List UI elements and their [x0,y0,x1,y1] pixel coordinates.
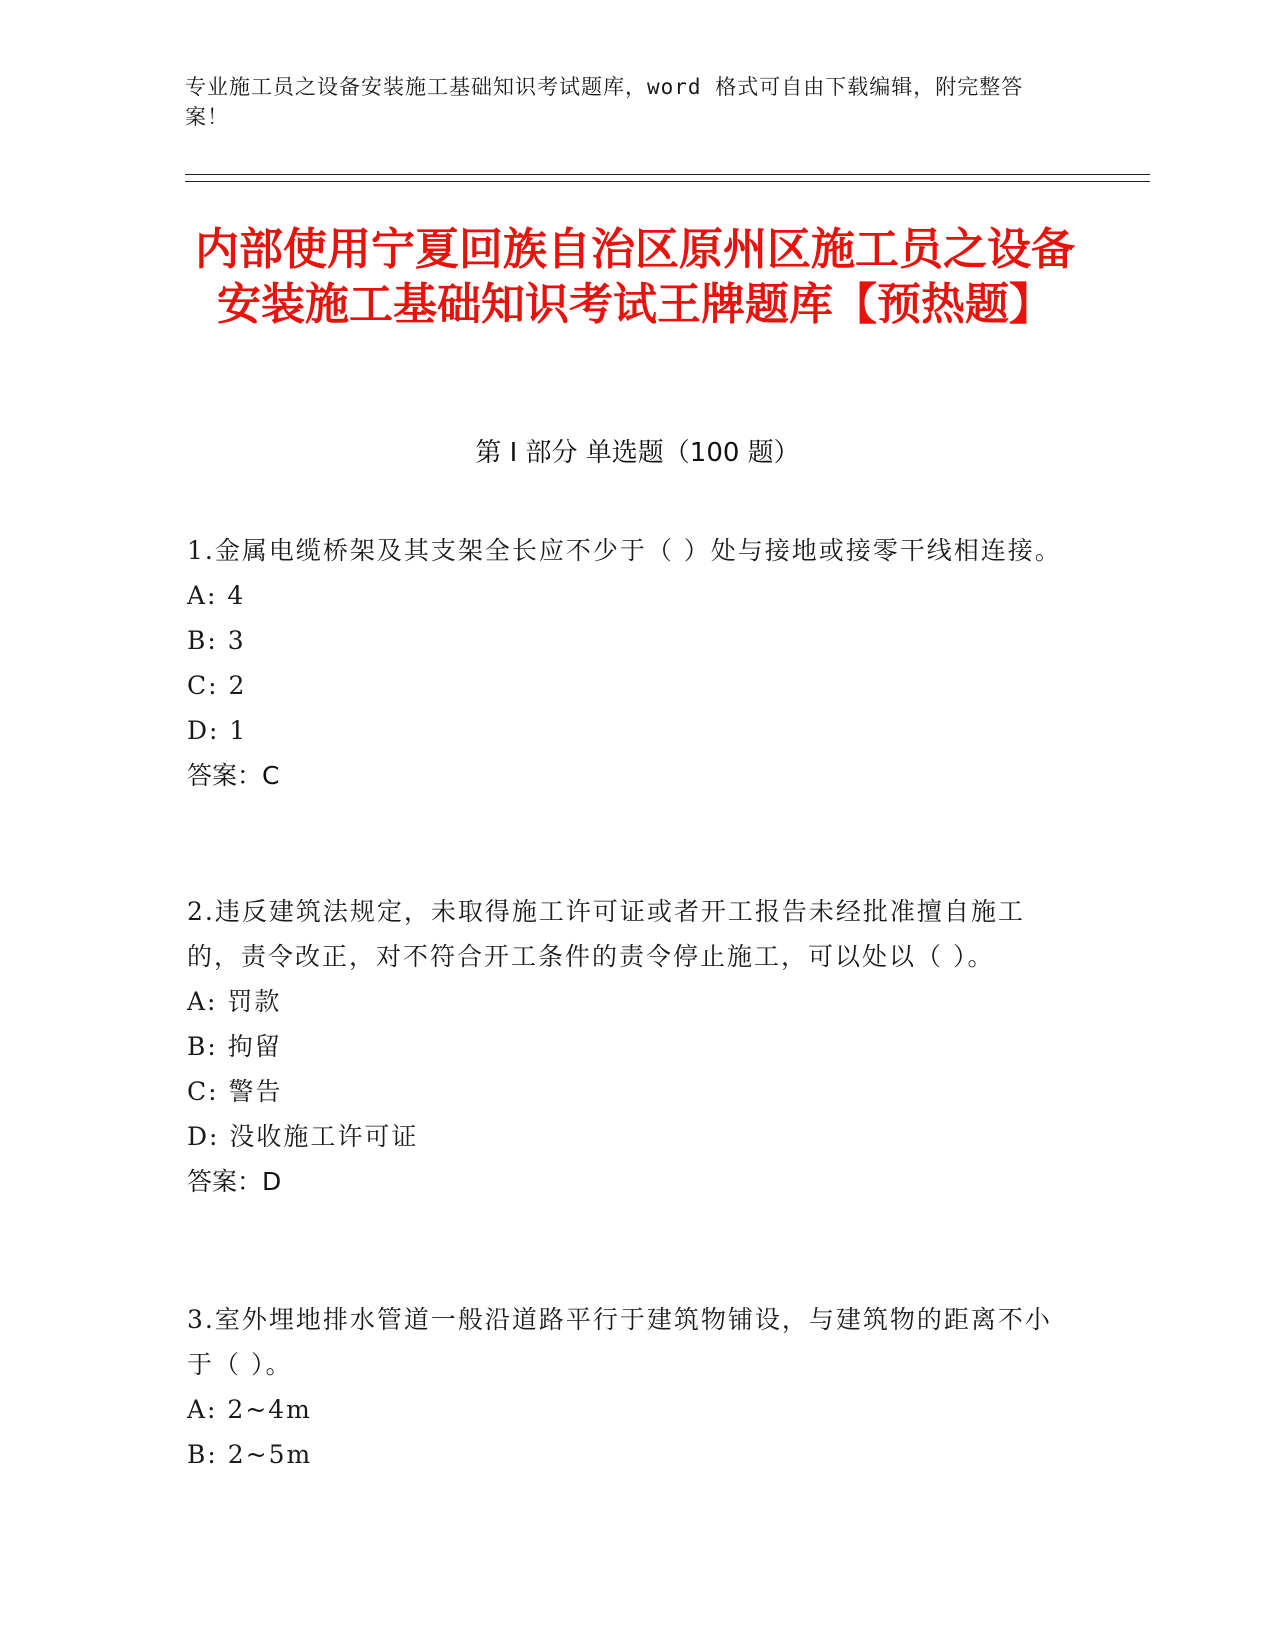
question-2 [187,889,1067,1204]
section-heading: 第 I 部分 单选题（100 题） [475,438,800,468]
option-a: A: 2~4m [187,1395,312,1424]
question-stem: 1.金属电缆桥架及其支架全长应不少于（ ）处与接地或接零干线相连接。 [187,536,1062,565]
option-a: A: 罚款 [187,987,282,1016]
document-title: 内部使用宁夏回族自治区原州区施工员之设备安装施工基础知识考试王牌题库【预热题】 [195,224,1075,330]
answer: 答案：D [187,1167,282,1196]
question-1 [187,528,1067,798]
header-note: 专业施工员之设备安装施工基础知识考试题库，word 格式可自由下载编辑，附完整答案！ [185,75,1024,129]
question-stem: 2.违反建筑法规定，未取得施工许可证或者开工报告未经批准擅自施工的，责令改正，对不符合开工条件的责令停止施工，可以处以（ ）。 [187,897,1025,971]
header-divider-top [185,174,1150,175]
option-c: C: 警告 [187,1077,283,1106]
question-stem: 3.室外埋地排水管道一般沿道路平行于建筑物铺设，与建筑物的距离不小于（ ）。 [187,1305,1052,1379]
question-3 [187,1297,1067,1477]
option-d: D: 1 [187,716,248,745]
answer: 答案：C [187,761,280,790]
header-divider-bottom [185,181,1150,182]
option-b: B: 拘留 [187,1032,282,1061]
option-b: B: 3 [187,626,246,655]
option-d: D: 没收施工许可证 [187,1122,419,1151]
option-c: C: 2 [187,671,247,700]
option-b: B: 2~5m [187,1440,313,1469]
option-a: A: 4 [187,581,246,610]
